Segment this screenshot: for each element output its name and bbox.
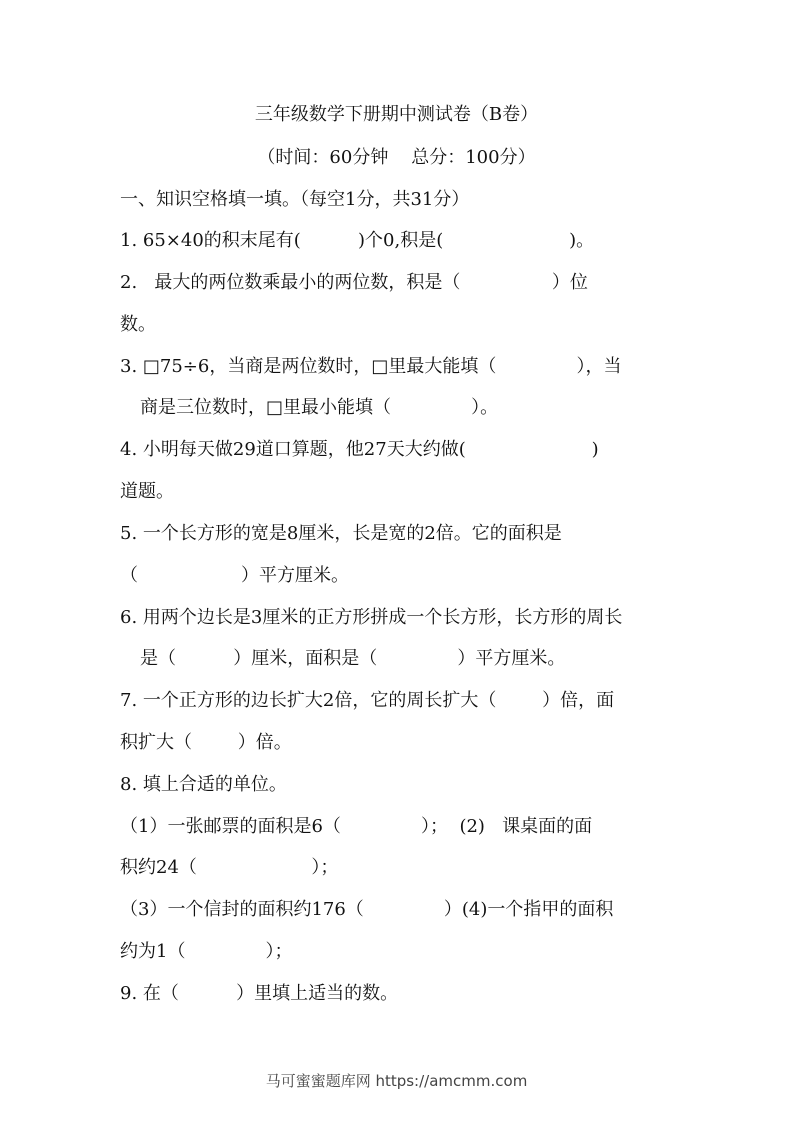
question-8-1-cont: 积约24（ ）； (120, 857, 339, 878)
question-2-cont: 数。 (120, 314, 156, 335)
question-2: 2. 最大的两位数乘最小的两位数，积是（ ）位 (120, 272, 588, 293)
page-title: 三年级数学下册期中测试卷（B卷） (254, 104, 539, 125)
question-4: 4. 小明每天做29道口算题，他27天大约做( ) (120, 439, 599, 460)
section-heading: 一、知识空格填一填。（每空1分，共31分） (120, 189, 470, 210)
page-subtitle: （时间：60分钟 总分：100分） (257, 147, 536, 168)
question-8-3: （3）一个信封的面积约176（ ）(4)一个指甲的面积 (120, 899, 614, 920)
question-8-1: （1）一张邮票的面积是6（ ）； (2) 课桌面的面 (120, 816, 593, 837)
question-3: 3. □75÷6，当商是两位数时，□里最大能填（ ），当 (120, 356, 622, 377)
question-5: 5. 一个长方形的宽是8厘米，长是宽的2倍。它的面积是 (120, 523, 562, 544)
footer-watermark: 马可蜜蜜题库网 https://amcmm.com (265, 1072, 528, 1090)
question-6-cont: 是（ ）厘米，面积是（ ）平方厘米。 (140, 648, 566, 669)
question-6: 6. 用两个边长是3厘米的正方形拼成一个长方形，长方形的周长 (120, 607, 623, 628)
question-1: 1. 65×40的积末尾有( )个0,积是( )。 (120, 230, 595, 251)
question-4-cont: 道题。 (120, 481, 174, 502)
question-9: 9. 在（ ）里填上适当的数。 (120, 983, 399, 1004)
question-5-cont: （ ）平方厘米。 (120, 565, 349, 586)
question-7-cont: 积扩大（ ）倍。 (120, 732, 292, 753)
question-7: 7. 一个正方形的边长扩大2倍，它的周长扩大（ ）倍，面 (120, 690, 615, 711)
question-8-3-cont: 约为1（ ）； (120, 941, 293, 962)
question-3-cont: 商是三位数时，□里最小能填（ ）。 (140, 397, 499, 418)
question-8: 8. 填上合适的单位。 (120, 774, 287, 795)
